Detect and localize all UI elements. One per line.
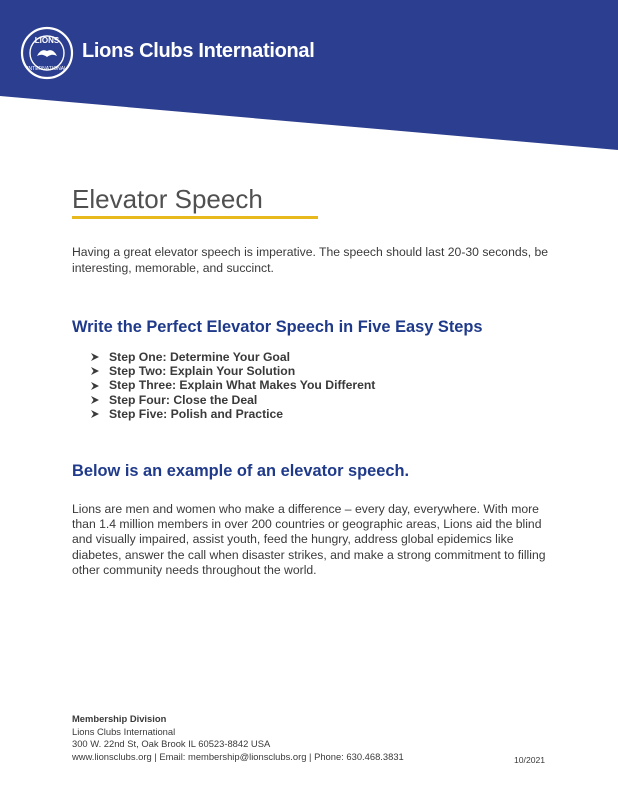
footer-address: 300 W. 22nd St, Oak Brook IL 60523-8842 USA [72,738,271,750]
step-label: Step Five: Polish and Practice [109,406,284,421]
header-band-shape [0,0,618,160]
step-label: Step Two: Explain Your Solution [109,364,296,379]
step-label: Step One: Determine Your Goal [109,350,291,364]
step-label: Step Three: Explain What Makes You Different [109,378,376,393]
list-item [90,407,375,421]
arrow-bullet-icon [90,366,100,376]
title-underline [72,216,318,219]
footer-contact: www.lionsclubs.org | Email: membership@lionsclubs.org | Phone: 630.468.3831 [72,750,404,762]
lions-emblem-icon [20,26,74,80]
steps-list [90,350,375,421]
date-code: 10/2021 [514,755,546,765]
list-item [90,378,375,392]
svg-text:INTERNATIONAL: INTERNATIONAL [27,66,67,72]
brand-name: Lions Clubs International [82,40,315,62]
footer-department: Membership Division [72,713,167,724]
example-heading: Below is an example of an elevator speech. [72,462,410,480]
footer-block [72,713,404,763]
arrow-bullet-icon [90,409,100,419]
list-item [90,364,375,378]
header-band [0,0,618,160]
arrow-bullet-icon [90,381,100,391]
intro-paragraph: Having a great elevator speech is imperative. The speech should last 20-30 seconds, be interesting, memorable, and succinct. [72,245,549,275]
example-paragraph: Lions are men and women who make a difference – every day, everywhere. With more than 1.4 million members in over 200 countries or geographic areas, Lions aid the blind and visually impaired, assist youth, feed the hungry, address global epidemics like diabetes, answer the call when disaster strikes, and make a strong commitment to filling other community needs throughout the world. [72,502,546,577]
page-title: Elevator Speech [72,184,263,214]
svg-text:LIONS: LIONS [34,36,60,45]
steps-heading: Write the Perfect Elevator Speech in Five Easy Steps [72,318,483,336]
list-item [90,350,375,364]
footer-organization: Lions Clubs International [72,725,176,737]
arrow-bullet-icon [90,352,100,362]
arrow-bullet-icon [90,395,100,405]
list-item [90,393,375,407]
step-label: Step Four: Close the Deal [109,392,258,407]
